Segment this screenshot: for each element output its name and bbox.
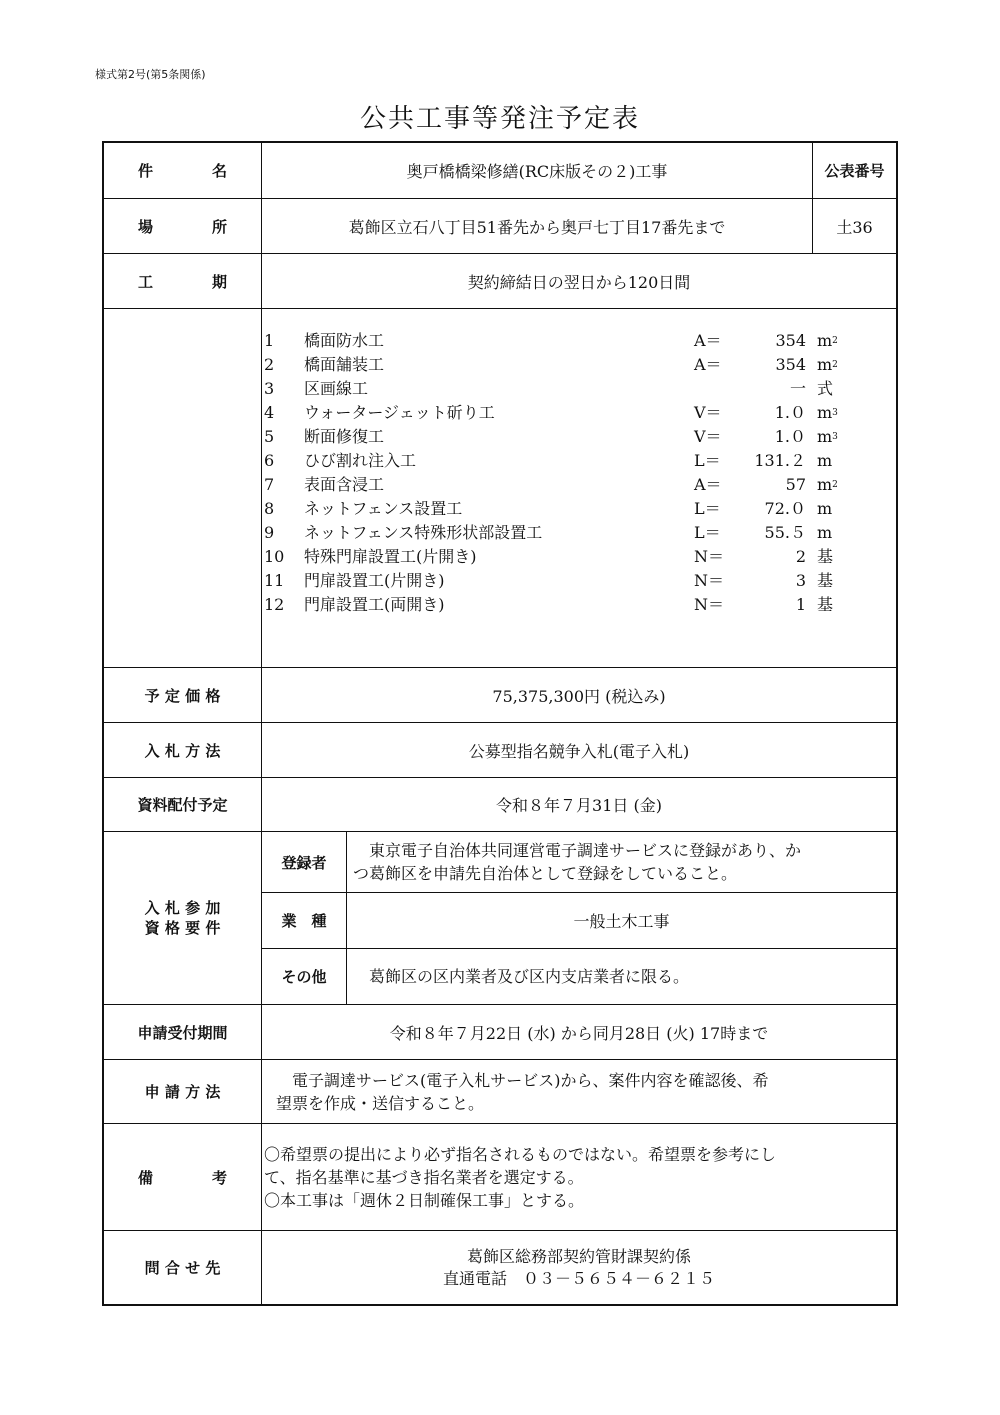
contact-value (262, 1231, 896, 1304)
work-item-symbol: A＝ (694, 355, 722, 374)
application-method-value (262, 1060, 896, 1123)
work-item-name: ネットフェンス設置工 (304, 499, 463, 518)
project-name-label (104, 143, 261, 198)
work-item-quantity: 1 (795, 595, 806, 614)
other-label: その他 (281, 968, 327, 986)
work-item-name: 表面含浸工 (304, 475, 385, 494)
distribution-date-label: 資料配付予定 (137, 796, 228, 814)
work-item-unit (817, 569, 833, 593)
work-item-name: 断面修復工 (304, 427, 385, 446)
work-item-number: 9 (264, 523, 275, 542)
work-item-unit-text: m (817, 451, 833, 470)
work-item-quantity: 1.０ (774, 427, 806, 446)
registrant-value (347, 832, 896, 892)
application-method-line: 望票を作成・送信すること。 (276, 1093, 485, 1113)
work-item-number: 6 (264, 451, 275, 470)
work-item-unit (817, 329, 838, 353)
application-period-value: 令和８年７月22日 (水) から同月28日 (火) 17時まで (389, 1023, 769, 1043)
work-item-unit-text: m (817, 523, 833, 542)
work-item-unit-text: 式 (817, 379, 834, 398)
work-item-symbol: N＝ (694, 571, 725, 590)
registrant-label: 登録者 (281, 853, 327, 872)
work-item-quantity: 131.２ (754, 451, 806, 470)
work-item-unit-text: m (817, 355, 833, 374)
work-item-name: 区画線工 (304, 379, 369, 398)
registrant-line: 東京電子自治体共同運営電子調達サービスに登録があり、か (353, 841, 802, 860)
work-item-number: 3 (264, 379, 275, 398)
work-item-unit-exponent: 3 (832, 432, 838, 442)
estimated-price-value: 75,375,300円 (税込み) (492, 686, 666, 706)
remarks-value (262, 1124, 896, 1230)
work-item-symbol: A＝ (694, 331, 722, 350)
work-item-quantity: 2 (795, 547, 806, 566)
work-item-unit (817, 377, 833, 401)
work-item-quantity: 3 (795, 571, 806, 590)
work-item-unit-text: 基 (817, 547, 834, 566)
label-char: 所 (211, 217, 227, 236)
bidding-method-value: 公募型指名競争入札(電子入札) (468, 741, 690, 761)
remarks-line: て、指名基準に基づき指名業者を選定する。 (264, 1167, 584, 1187)
other-value: 葛飾区の区内業者及び区内支店業者に限る。 (353, 967, 690, 986)
qualification-label-line: 資 格 要 件 (144, 919, 221, 937)
label-char: 名 (211, 162, 227, 180)
work-item-number: 11 (264, 571, 285, 590)
work-item-name: ひび割れ注入工 (304, 451, 417, 470)
work-item-symbol: L＝ (694, 499, 721, 518)
schedule-table (102, 141, 898, 1306)
construction-period-value: 契約締結日の翌日から120日間 (467, 272, 691, 292)
label-char: 備 (138, 1168, 154, 1187)
work-items-list (264, 329, 864, 629)
qualification-label-line: 入 札 参 加 (144, 899, 221, 917)
work-item-symbol: L＝ (694, 451, 721, 470)
work-item-quantity: 一 (789, 379, 806, 398)
work-item-unit (817, 401, 838, 425)
pub-number-label: 公表番号 (824, 162, 885, 180)
work-item-unit (817, 521, 832, 545)
work-item-unit-text: m (817, 403, 833, 422)
contact-phone: 直通電話 ０３－５６５４－６２１５ (442, 1268, 715, 1288)
work-item-quantity: 72.０ (764, 499, 806, 518)
label-char: 考 (211, 1168, 227, 1187)
label-char: 場 (138, 217, 154, 236)
application-method-line: 電子調達サービス(電子入札サービス)から、案件内容を確認後、希 (276, 1070, 769, 1090)
work-item-unit-text: m (817, 331, 833, 350)
work-item-unit (817, 545, 833, 569)
project-name-value: 奥戸橋橋梁修繕(RC床版その２)工事 (406, 162, 668, 181)
work-item-unit-text: m (817, 427, 833, 446)
distribution-date-value: 令和８年７月31日 (金) (496, 796, 662, 815)
work-item-unit-exponent: 3 (832, 408, 838, 418)
label-char: 工 (138, 272, 154, 291)
work-item-unit (817, 449, 832, 473)
work-item-unit-text: m (817, 475, 833, 494)
work-item-name: ウォータージェット斫り工 (304, 403, 495, 422)
work-item-name: 特殊門扉設置工(片開き) (304, 547, 477, 566)
work-item-number: 12 (264, 595, 285, 614)
work-item-symbol: N＝ (694, 547, 725, 566)
work-item-symbol: L＝ (694, 523, 721, 542)
row-divider (104, 308, 896, 309)
business-type-label: 業 種 (281, 912, 327, 930)
work-item-unit-text: m (817, 499, 833, 518)
work-item-quantity: 57 (785, 475, 806, 494)
work-item-quantity: 354 (775, 355, 806, 374)
work-item-number: 5 (264, 427, 275, 446)
business-type-value: 一般土木工事 (573, 912, 670, 931)
work-item-number: 1 (264, 331, 275, 350)
work-item-unit-exponent: 2 (832, 480, 838, 490)
work-item-number: 8 (264, 499, 275, 518)
qualification-label (104, 832, 261, 1004)
work-item-unit (817, 473, 838, 497)
construction-period-label (104, 254, 261, 308)
location-value: 葛飾区立石八丁目51番先から奥戸七丁目17番先まで (348, 217, 726, 237)
work-item-number: 10 (264, 547, 285, 566)
label-char: 期 (211, 272, 227, 291)
pub-number-value: 土36 (836, 217, 873, 237)
work-item-symbol: V＝ (694, 427, 722, 446)
work-item-quantity: 55.５ (764, 523, 806, 542)
work-item-name: ネットフェンス特殊形状部設置工 (304, 523, 543, 542)
contact-label: 問 合 せ 先 (144, 1259, 221, 1277)
work-item-number: 7 (264, 475, 275, 494)
application-period-label: 申請受付期間 (137, 1023, 228, 1042)
work-item-unit (817, 593, 833, 617)
location-label (104, 199, 261, 253)
work-item-symbol: A＝ (694, 475, 722, 494)
work-item-unit-exponent: 2 (832, 336, 838, 346)
work-item-unit-text: 基 (817, 571, 834, 590)
work-item-name: 門扉設置工(両開き) (304, 595, 445, 614)
estimated-price-label: 予 定 価 格 (144, 686, 221, 705)
bidding-method-label: 入 札 方 法 (144, 741, 221, 760)
remarks-line: 〇希望票の提出により必ず指名されるものではない。希望票を参考にし (264, 1144, 777, 1164)
application-method-label: 申 請 方 法 (144, 1083, 221, 1101)
work-item-unit (817, 353, 838, 377)
work-item-symbol: V＝ (694, 403, 722, 422)
work-item-number: 4 (264, 403, 275, 422)
work-item-unit (817, 497, 832, 521)
document-title: 公共工事等発注予定表 (359, 104, 640, 134)
work-item-name: 橋面舗装工 (304, 355, 385, 374)
work-item-symbol: N＝ (694, 595, 725, 614)
remarks-line: 〇本工事は「週休２日制確保工事」とする。 (264, 1190, 585, 1210)
form-number: 様式第2号(第5条関係) (95, 68, 206, 81)
registrant-line: つ葛飾区を申請先自治体として登録をしていること。 (353, 864, 738, 883)
work-item-quantity: 354 (775, 331, 806, 350)
work-item-name: 門扉設置工(片開き) (304, 571, 445, 590)
label-char: 件 (138, 162, 154, 180)
contact-department: 葛飾区総務部契約管財課契約係 (466, 1246, 691, 1266)
work-item-quantity: 1.０ (774, 403, 806, 422)
work-item-unit-text: 基 (817, 595, 834, 614)
work-item-unit (817, 425, 838, 449)
work-item-number: 2 (264, 355, 275, 374)
work-item-name: 橋面防水工 (304, 331, 385, 350)
remarks-label (104, 1124, 261, 1230)
work-item-unit-exponent: 2 (832, 360, 838, 370)
